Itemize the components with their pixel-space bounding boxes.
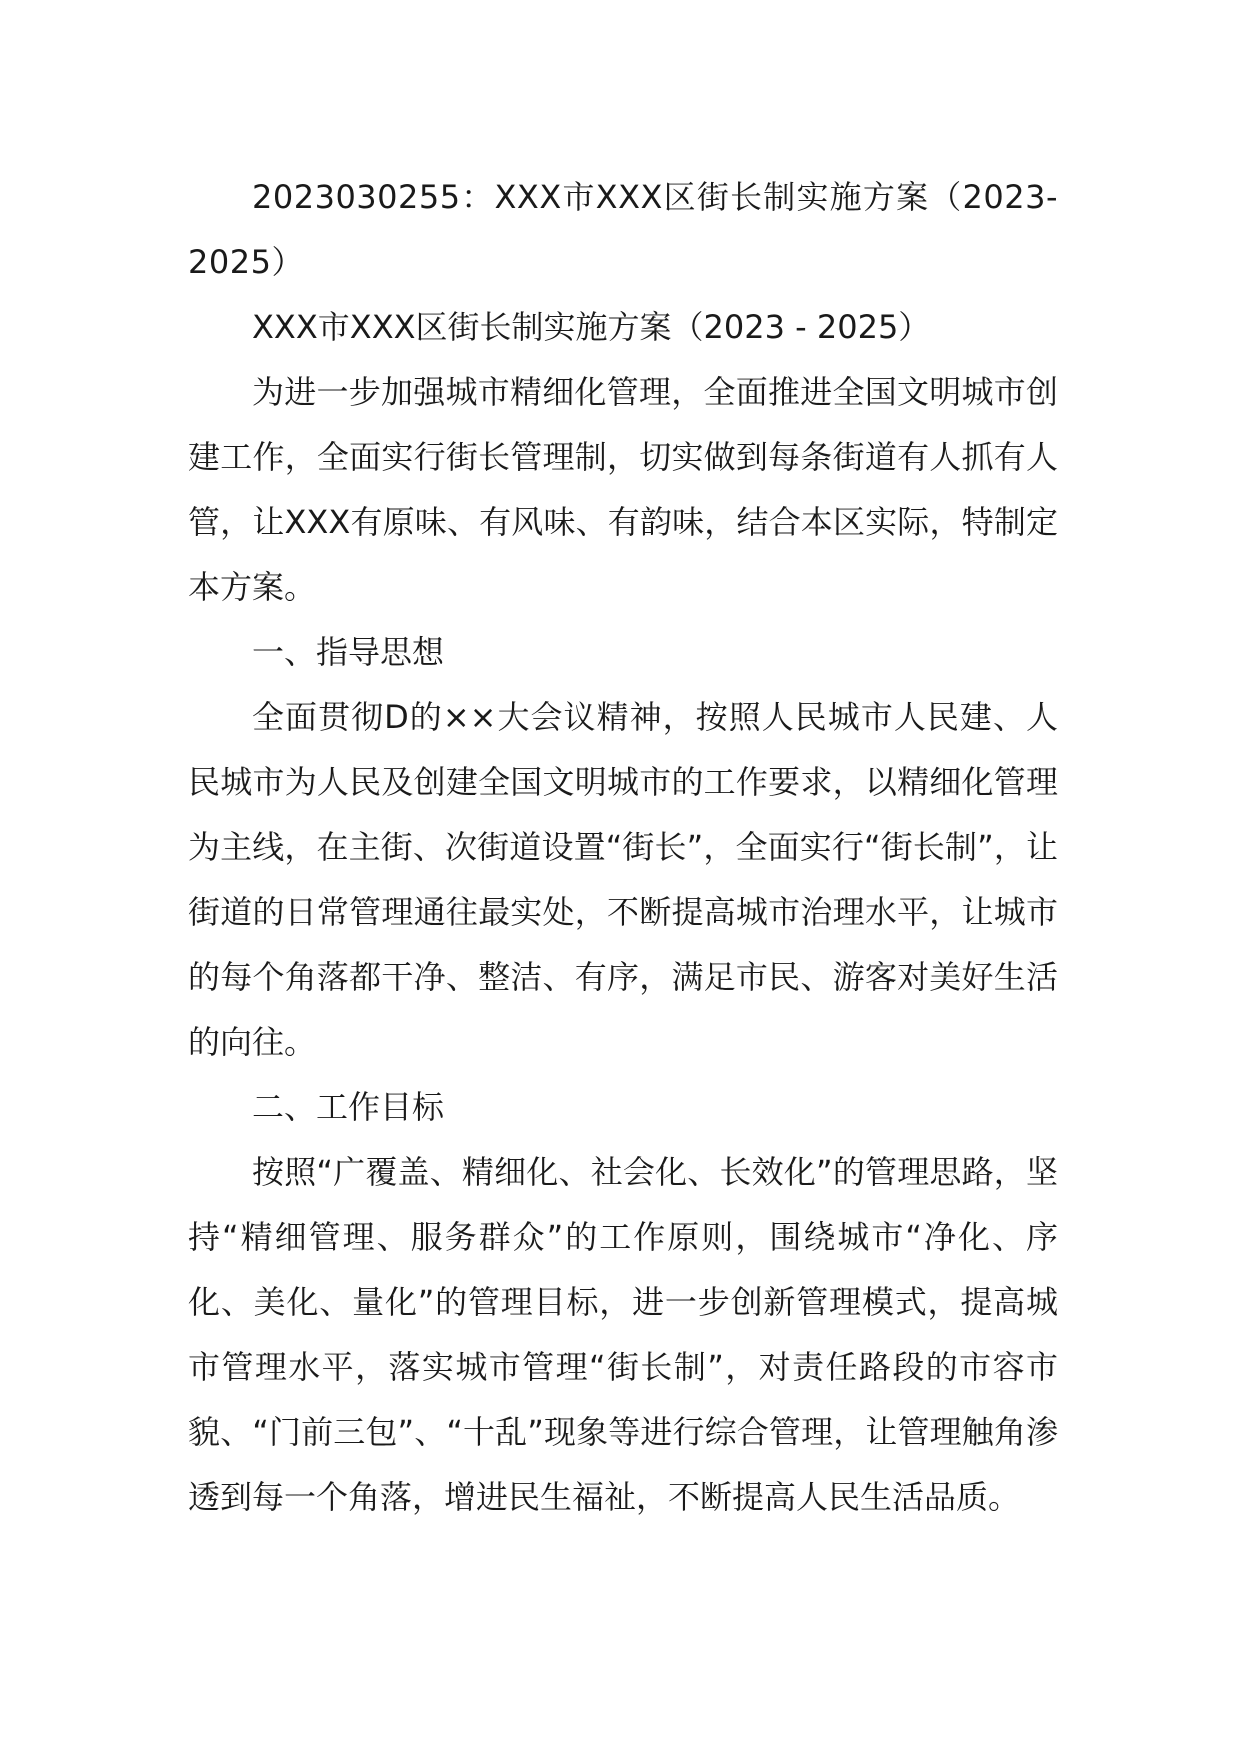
document-body [188,165,1058,1530]
document-title: XXX市XXX区街长制实施方案（2023 - 2025） [252,308,931,346]
guiding-thought-paragraph: 全面贯彻D的××大会议精神，按照人民城市人民建、人民城市为人民及创建全国文明城市的工作要求，以精细化管理为主线，在主街、次街道设置“街长”，全面实行“街长制”，让街道的日常管理通往最实处，不断提高城市治理水平，让城市的每个角落都干净、整洁、有序，满足市民、游客对美好生活的向往。 [188,698,1058,1061]
intro-paragraph: 为进一步加强城市精细化管理，全面推进全国文明城市创建工作，全面实行街长管理制，切实做到每条街道有人抓有人管，让XXX有原味、有风味、有韵味，结合本区实际，特制定本方案。 [188,373,1058,606]
section-heading-work-goals: 二、工作目标 [252,1088,445,1126]
work-goals-paragraph: 按照“广覆盖、精细化、社会化、长效化”的管理思路，坚持“精细管理、服务群众”的工作原则，围绕城市“净化、序化、美化、量化”的管理目标，进一步创新管理模式，提高城市管理水平，落实城市管理“街长制”，对责任路段的市容市貌、“门前三包”、“十乱”现象等进行综合管理，让管理触角渗透到每一个角落，增进民生福祉，不断提高人民生活品质。 [188,1153,1058,1516]
section-heading-guiding-thought: 一、指导思想 [252,633,445,671]
document-header: 2023030255：XXX市XXX区街长制实施方案（2023-2025） [188,178,1058,281]
